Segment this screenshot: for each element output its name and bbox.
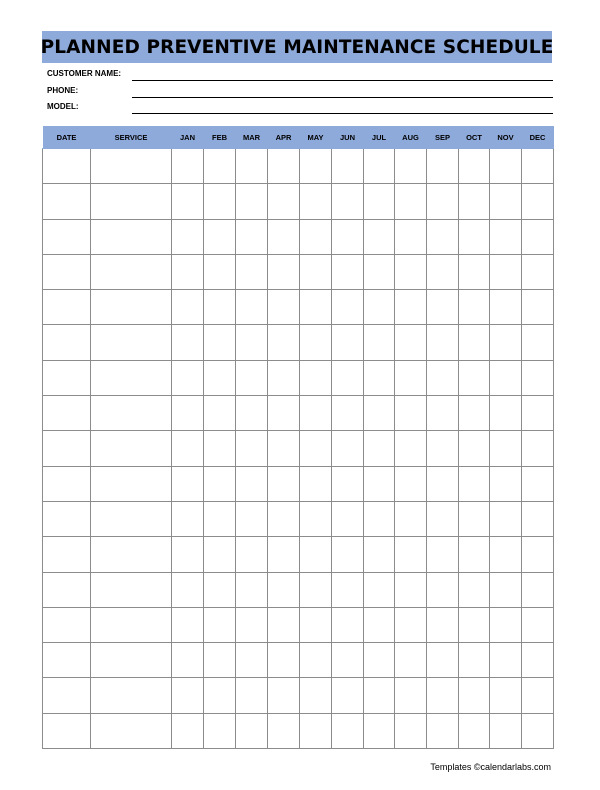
table-cell-aug[interactable] <box>395 431 427 466</box>
table-cell-oct[interactable] <box>459 325 490 360</box>
table-cell-aug[interactable] <box>395 290 427 325</box>
table-cell-apr[interactable] <box>268 466 300 501</box>
table-cell-may[interactable] <box>300 431 332 466</box>
table-cell-jun[interactable] <box>332 607 364 642</box>
table-row <box>43 466 554 501</box>
table-row <box>43 572 554 607</box>
table-cell-jul[interactable] <box>364 325 395 360</box>
table-cell-apr[interactable] <box>268 290 300 325</box>
table-cell-sep[interactable] <box>427 678 459 713</box>
table-cell-feb[interactable] <box>204 184 236 219</box>
table-cell-jan[interactable] <box>172 713 204 748</box>
customer-name-label: CUSTOMER NAME: <box>47 69 122 78</box>
table-cell-jan[interactable] <box>172 501 204 536</box>
table-cell-sep[interactable] <box>427 501 459 536</box>
table-cell-service[interactable] <box>91 678 172 713</box>
table-cell-apr[interactable] <box>268 713 300 748</box>
table-cell-mar[interactable] <box>236 149 268 184</box>
table-cell-feb[interactable] <box>204 290 236 325</box>
table-cell-feb[interactable] <box>204 431 236 466</box>
column-header-may: MAY <box>300 127 332 149</box>
table-cell-date[interactable] <box>43 607 91 642</box>
table-cell-nov[interactable] <box>490 149 522 184</box>
table-cell-apr[interactable] <box>268 501 300 536</box>
table-cell-mar[interactable] <box>236 713 268 748</box>
table-cell-service[interactable] <box>91 360 172 395</box>
table-cell-nov[interactable] <box>490 219 522 254</box>
table-cell-jan[interactable] <box>172 537 204 572</box>
table-cell-service[interactable] <box>91 431 172 466</box>
customer-name-row <box>47 69 553 83</box>
table-cell-jun[interactable] <box>332 290 364 325</box>
table-cell-jun[interactable] <box>332 149 364 184</box>
table-cell-service[interactable] <box>91 396 172 431</box>
column-header-mar: MAR <box>236 127 268 149</box>
table-cell-jul[interactable] <box>364 607 395 642</box>
page-title: PLANNED PREVENTIVE MAINTENANCE SCHEDULE <box>40 36 554 58</box>
table-cell-aug[interactable] <box>395 254 427 289</box>
column-header-jul: JUL <box>364 127 395 149</box>
column-header-apr: APR <box>268 127 300 149</box>
table-cell-mar[interactable] <box>236 360 268 395</box>
model-row <box>47 102 553 116</box>
table-cell-may[interactable] <box>300 643 332 678</box>
table-row <box>43 219 554 254</box>
table-cell-may[interactable] <box>300 254 332 289</box>
table-row <box>43 431 554 466</box>
table-cell-service[interactable] <box>91 607 172 642</box>
table-cell-nov[interactable] <box>490 501 522 536</box>
table-cell-may[interactable] <box>300 396 332 431</box>
table-cell-apr[interactable] <box>268 537 300 572</box>
table-cell-jan[interactable] <box>172 149 204 184</box>
table-cell-mar[interactable] <box>236 678 268 713</box>
table-cell-date[interactable] <box>43 431 91 466</box>
table-cell-apr[interactable] <box>268 184 300 219</box>
table-cell-oct[interactable] <box>459 254 490 289</box>
table-cell-jul[interactable] <box>364 254 395 289</box>
table-cell-oct[interactable] <box>459 219 490 254</box>
table-cell-jun[interactable] <box>332 254 364 289</box>
title-banner <box>42 31 552 63</box>
table-cell-may[interactable] <box>300 466 332 501</box>
table-cell-feb[interactable] <box>204 713 236 748</box>
table-cell-oct[interactable] <box>459 537 490 572</box>
table-cell-jul[interactable] <box>364 219 395 254</box>
table-header-row <box>43 127 554 149</box>
table-cell-jul[interactable] <box>364 501 395 536</box>
table-cell-apr[interactable] <box>268 325 300 360</box>
table-cell-jun[interactable] <box>332 501 364 536</box>
table-cell-jul[interactable] <box>364 290 395 325</box>
column-header-jan: JAN <box>172 127 204 149</box>
table-cell-service[interactable] <box>91 219 172 254</box>
table-row <box>43 607 554 642</box>
table-cell-service[interactable] <box>91 466 172 501</box>
table-row <box>43 360 554 395</box>
table-cell-jul[interactable] <box>364 713 395 748</box>
table-cell-jan[interactable] <box>172 254 204 289</box>
phone-label: PHONE: <box>47 86 79 95</box>
column-header-service: SERVICE <box>91 127 172 149</box>
table-cell-dec[interactable] <box>522 149 554 184</box>
table-cell-mar[interactable] <box>236 607 268 642</box>
table-cell-jun[interactable] <box>332 396 364 431</box>
table-row <box>43 678 554 713</box>
table-cell-date[interactable] <box>43 713 91 748</box>
table-cell-jun[interactable] <box>332 431 364 466</box>
table-cell-oct[interactable] <box>459 396 490 431</box>
table-cell-nov[interactable] <box>490 678 522 713</box>
table-cell-apr[interactable] <box>268 678 300 713</box>
column-header-date: DATE <box>43 127 91 149</box>
table-row <box>43 713 554 748</box>
table-cell-may[interactable] <box>300 572 332 607</box>
table-cell-may[interactable] <box>300 501 332 536</box>
table-row <box>43 290 554 325</box>
table-cell-jun[interactable] <box>332 219 364 254</box>
table-cell-may[interactable] <box>300 290 332 325</box>
table-cell-sep[interactable] <box>427 219 459 254</box>
table-cell-sep[interactable] <box>427 466 459 501</box>
table-cell-mar[interactable] <box>236 184 268 219</box>
table-cell-date[interactable] <box>43 254 91 289</box>
column-header-oct: OCT <box>459 127 490 149</box>
table-cell-may[interactable] <box>300 325 332 360</box>
table-cell-dec[interactable] <box>522 713 554 748</box>
table-cell-sep[interactable] <box>427 537 459 572</box>
table-cell-dec[interactable] <box>522 254 554 289</box>
table-cell-mar[interactable] <box>236 572 268 607</box>
table-cell-nov[interactable] <box>490 537 522 572</box>
table-cell-date[interactable] <box>43 290 91 325</box>
table-cell-jun[interactable] <box>332 572 364 607</box>
table-cell-sep[interactable] <box>427 607 459 642</box>
table-row <box>43 149 554 184</box>
table-cell-aug[interactable] <box>395 713 427 748</box>
table-cell-jan[interactable] <box>172 643 204 678</box>
model-field[interactable] <box>132 113 553 114</box>
footer-credit: Templates ©calendarlabs.com <box>430 762 551 772</box>
table-cell-service[interactable] <box>91 149 172 184</box>
table-cell-may[interactable] <box>300 537 332 572</box>
table-cell-feb[interactable] <box>204 149 236 184</box>
table-cell-mar[interactable] <box>236 290 268 325</box>
table-cell-apr[interactable] <box>268 572 300 607</box>
table-cell-jan[interactable] <box>172 607 204 642</box>
table-cell-date[interactable] <box>43 678 91 713</box>
model-label: MODEL: <box>47 102 79 111</box>
table-cell-may[interactable] <box>300 713 332 748</box>
table-row <box>43 396 554 431</box>
table-cell-mar[interactable] <box>236 396 268 431</box>
table-cell-dec[interactable] <box>522 290 554 325</box>
table-cell-mar[interactable] <box>236 219 268 254</box>
table-cell-sep[interactable] <box>427 325 459 360</box>
table-cell-jan[interactable] <box>172 290 204 325</box>
table-cell-date[interactable] <box>43 149 91 184</box>
table-cell-feb[interactable] <box>204 466 236 501</box>
phone-row <box>47 86 553 100</box>
table-cell-date[interactable] <box>43 184 91 219</box>
table-cell-sep[interactable] <box>427 713 459 748</box>
table-cell-nov[interactable] <box>490 466 522 501</box>
table-cell-jan[interactable] <box>172 219 204 254</box>
table-cell-oct[interactable] <box>459 184 490 219</box>
table-cell-date[interactable] <box>43 396 91 431</box>
table-cell-nov[interactable] <box>490 325 522 360</box>
table-cell-aug[interactable] <box>395 184 427 219</box>
table-cell-oct[interactable] <box>459 466 490 501</box>
table-cell-dec[interactable] <box>522 501 554 536</box>
table-cell-jun[interactable] <box>332 360 364 395</box>
table-cell-dec[interactable] <box>522 466 554 501</box>
table-cell-jan[interactable] <box>172 466 204 501</box>
table-cell-feb[interactable] <box>204 501 236 536</box>
table-cell-sep[interactable] <box>427 572 459 607</box>
table-cell-dec[interactable] <box>522 431 554 466</box>
table-cell-jul[interactable] <box>364 572 395 607</box>
table-cell-date[interactable] <box>43 466 91 501</box>
table-cell-nov[interactable] <box>490 360 522 395</box>
table-cell-dec[interactable] <box>522 572 554 607</box>
table-cell-service[interactable] <box>91 184 172 219</box>
table-cell-nov[interactable] <box>490 290 522 325</box>
table-cell-sep[interactable] <box>427 643 459 678</box>
table-cell-may[interactable] <box>300 678 332 713</box>
table-cell-service[interactable] <box>91 325 172 360</box>
table-cell-oct[interactable] <box>459 149 490 184</box>
table-cell-feb[interactable] <box>204 360 236 395</box>
table-cell-sep[interactable] <box>427 396 459 431</box>
table-cell-oct[interactable] <box>459 572 490 607</box>
table-cell-feb[interactable] <box>204 607 236 642</box>
table-cell-apr[interactable] <box>268 431 300 466</box>
table-cell-nov[interactable] <box>490 254 522 289</box>
table-cell-apr[interactable] <box>268 219 300 254</box>
table-cell-jul[interactable] <box>364 149 395 184</box>
table-cell-jun[interactable] <box>332 325 364 360</box>
table-cell-jan[interactable] <box>172 572 204 607</box>
table-cell-mar[interactable] <box>236 254 268 289</box>
table-cell-aug[interactable] <box>395 537 427 572</box>
table-cell-jan[interactable] <box>172 360 204 395</box>
table-cell-apr[interactable] <box>268 360 300 395</box>
table-row <box>43 254 554 289</box>
table-cell-feb[interactable] <box>204 678 236 713</box>
table-cell-may[interactable] <box>300 607 332 642</box>
table-cell-aug[interactable] <box>395 219 427 254</box>
table-cell-aug[interactable] <box>395 607 427 642</box>
table-cell-service[interactable] <box>91 643 172 678</box>
table-cell-jul[interactable] <box>364 678 395 713</box>
table-cell-oct[interactable] <box>459 290 490 325</box>
table-cell-nov[interactable] <box>490 643 522 678</box>
table-cell-sep[interactable] <box>427 360 459 395</box>
table-row <box>43 184 554 219</box>
table-cell-jul[interactable] <box>364 466 395 501</box>
table-cell-feb[interactable] <box>204 254 236 289</box>
table-cell-date[interactable] <box>43 325 91 360</box>
phone-field[interactable] <box>132 97 553 98</box>
table-cell-jan[interactable] <box>172 325 204 360</box>
table-cell-feb[interactable] <box>204 643 236 678</box>
table-cell-dec[interactable] <box>522 360 554 395</box>
table-cell-date[interactable] <box>43 537 91 572</box>
table-cell-aug[interactable] <box>395 678 427 713</box>
customer-name-field[interactable] <box>132 80 553 81</box>
table-cell-date[interactable] <box>43 219 91 254</box>
table-cell-date[interactable] <box>43 360 91 395</box>
table-cell-apr[interactable] <box>268 149 300 184</box>
table-cell-sep[interactable] <box>427 254 459 289</box>
table-cell-apr[interactable] <box>268 643 300 678</box>
column-header-sep: SEP <box>427 127 459 149</box>
table-cell-jan[interactable] <box>172 431 204 466</box>
table-cell-jun[interactable] <box>332 537 364 572</box>
table-cell-mar[interactable] <box>236 537 268 572</box>
table-cell-jan[interactable] <box>172 396 204 431</box>
table-cell-service[interactable] <box>91 501 172 536</box>
table-cell-jul[interactable] <box>364 537 395 572</box>
column-header-dec: DEC <box>522 127 554 149</box>
table-cell-service[interactable] <box>91 572 172 607</box>
table-cell-oct[interactable] <box>459 678 490 713</box>
table-cell-oct[interactable] <box>459 360 490 395</box>
column-header-jun: JUN <box>332 127 364 149</box>
table-cell-aug[interactable] <box>395 396 427 431</box>
table-cell-sep[interactable] <box>427 431 459 466</box>
table-cell-dec[interactable] <box>522 219 554 254</box>
table-cell-oct[interactable] <box>459 431 490 466</box>
table-cell-jun[interactable] <box>332 643 364 678</box>
column-header-aug: AUG <box>395 127 427 149</box>
table-cell-jul[interactable] <box>364 396 395 431</box>
table-cell-jun[interactable] <box>332 466 364 501</box>
table-cell-apr[interactable] <box>268 254 300 289</box>
table-cell-mar[interactable] <box>236 431 268 466</box>
table-cell-jun[interactable] <box>332 713 364 748</box>
table-cell-dec[interactable] <box>522 537 554 572</box>
table-cell-nov[interactable] <box>490 572 522 607</box>
table-cell-dec[interactable] <box>522 184 554 219</box>
table-cell-may[interactable] <box>300 360 332 395</box>
table-cell-oct[interactable] <box>459 607 490 642</box>
table-cell-dec[interactable] <box>522 325 554 360</box>
table-row <box>43 643 554 678</box>
table-cell-aug[interactable] <box>395 643 427 678</box>
table-cell-sep[interactable] <box>427 290 459 325</box>
table-cell-service[interactable] <box>91 537 172 572</box>
table-cell-apr[interactable] <box>268 396 300 431</box>
table-cell-service[interactable] <box>91 254 172 289</box>
maintenance-schedule-table <box>42 126 554 749</box>
table-cell-apr[interactable] <box>268 607 300 642</box>
table-cell-jul[interactable] <box>364 643 395 678</box>
table-cell-nov[interactable] <box>490 184 522 219</box>
table-cell-aug[interactable] <box>395 325 427 360</box>
table-cell-jul[interactable] <box>364 360 395 395</box>
table-cell-date[interactable] <box>43 572 91 607</box>
table-cell-may[interactable] <box>300 184 332 219</box>
table-cell-date[interactable] <box>43 643 91 678</box>
table-cell-mar[interactable] <box>236 643 268 678</box>
table-cell-nov[interactable] <box>490 607 522 642</box>
table-cell-dec[interactable] <box>522 643 554 678</box>
table-cell-feb[interactable] <box>204 325 236 360</box>
table-cell-nov[interactable] <box>490 713 522 748</box>
table-row <box>43 325 554 360</box>
table-cell-oct[interactable] <box>459 643 490 678</box>
table-cell-date[interactable] <box>43 501 91 536</box>
table-cell-dec[interactable] <box>522 607 554 642</box>
table-cell-dec[interactable] <box>522 396 554 431</box>
column-header-feb: FEB <box>204 127 236 149</box>
table-cell-sep[interactable] <box>427 149 459 184</box>
table-cell-feb[interactable] <box>204 219 236 254</box>
table-cell-service[interactable] <box>91 713 172 748</box>
table-cell-oct[interactable] <box>459 713 490 748</box>
table-row <box>43 501 554 536</box>
table-cell-feb[interactable] <box>204 572 236 607</box>
column-header-nov: NOV <box>490 127 522 149</box>
table-cell-feb[interactable] <box>204 396 236 431</box>
table-row <box>43 537 554 572</box>
table-cell-aug[interactable] <box>395 360 427 395</box>
table-cell-aug[interactable] <box>395 572 427 607</box>
table-cell-mar[interactable] <box>236 466 268 501</box>
table-cell-mar[interactable] <box>236 501 268 536</box>
table-cell-feb[interactable] <box>204 537 236 572</box>
table-cell-aug[interactable] <box>395 501 427 536</box>
table-cell-jan[interactable] <box>172 678 204 713</box>
table-cell-nov[interactable] <box>490 396 522 431</box>
table-cell-jul[interactable] <box>364 431 395 466</box>
table-body <box>43 149 554 749</box>
table-cell-jun[interactable] <box>332 184 364 219</box>
table-cell-aug[interactable] <box>395 466 427 501</box>
table-cell-jun[interactable] <box>332 678 364 713</box>
table-cell-may[interactable] <box>300 219 332 254</box>
table-cell-dec[interactable] <box>522 678 554 713</box>
table-cell-oct[interactable] <box>459 501 490 536</box>
table-cell-jul[interactable] <box>364 184 395 219</box>
table-cell-mar[interactable] <box>236 325 268 360</box>
table-cell-jan[interactable] <box>172 184 204 219</box>
table-cell-aug[interactable] <box>395 149 427 184</box>
table-cell-may[interactable] <box>300 149 332 184</box>
table-cell-sep[interactable] <box>427 184 459 219</box>
table-cell-nov[interactable] <box>490 431 522 466</box>
table-cell-service[interactable] <box>91 290 172 325</box>
